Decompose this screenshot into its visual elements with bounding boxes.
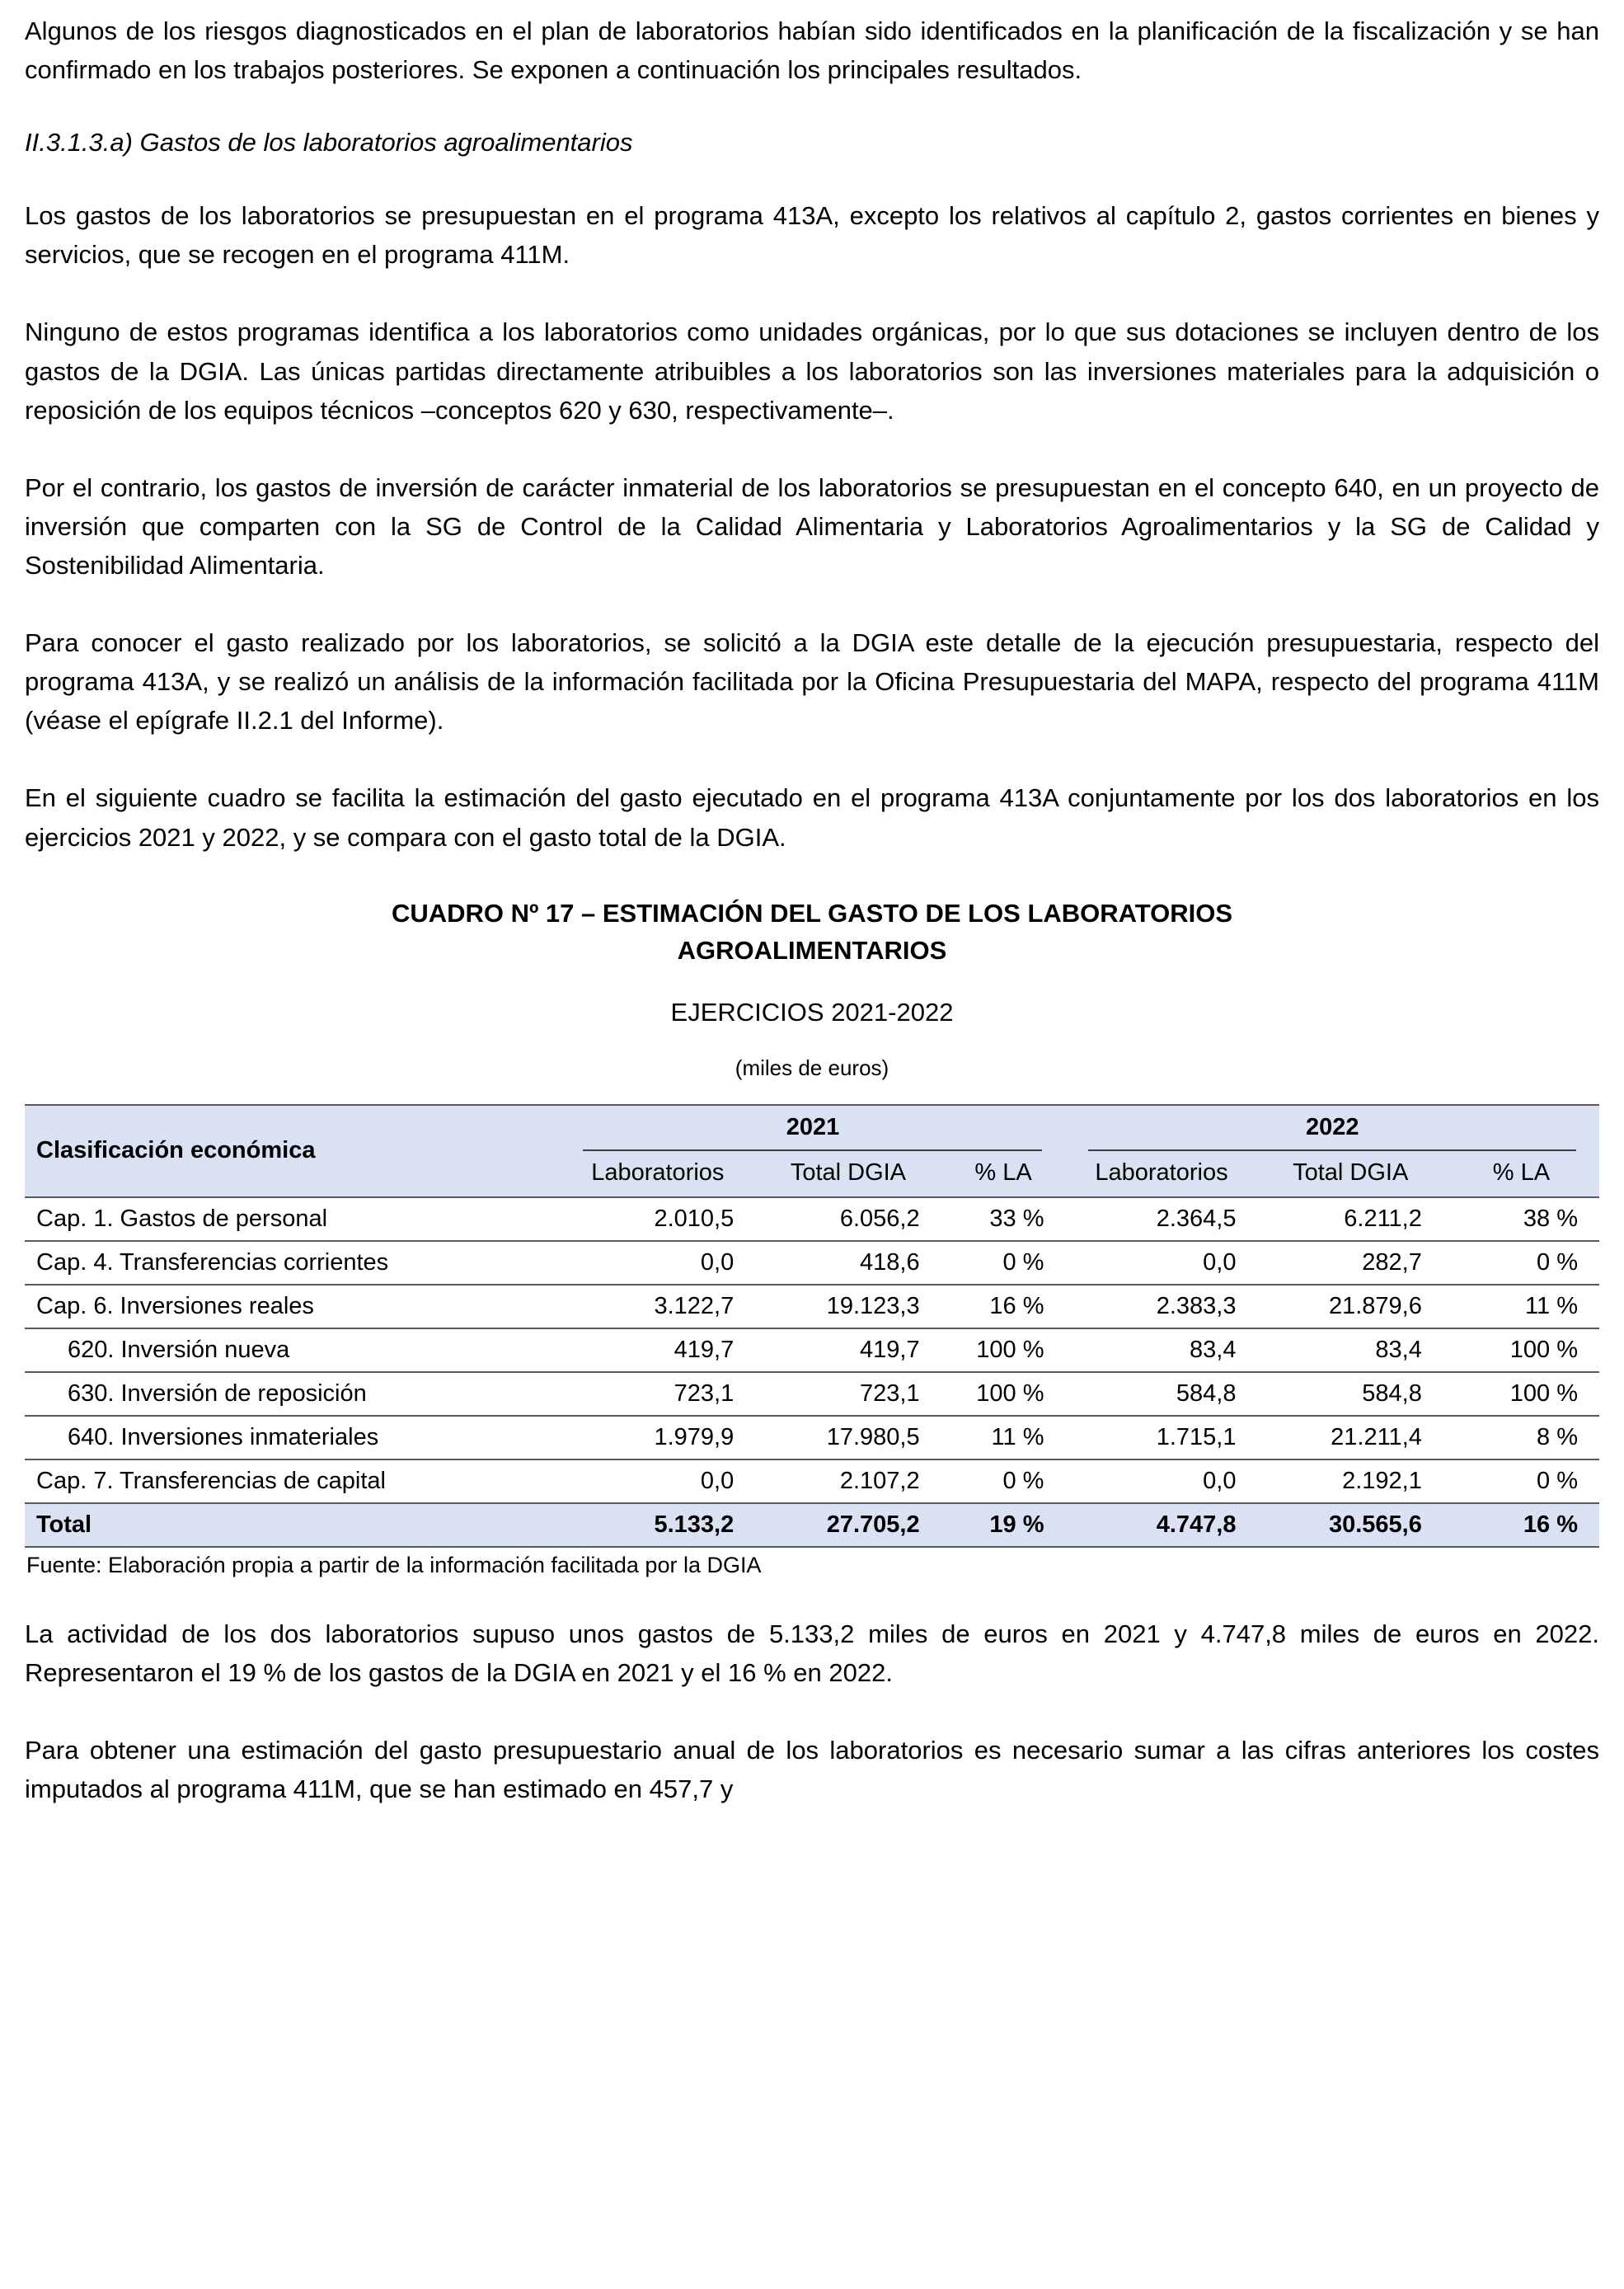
cell-value: 21.879,6 (1258, 1285, 1443, 1328)
cell-value: 3.122,7 (560, 1285, 755, 1328)
cell-value: 100 % (941, 1372, 1066, 1416)
paragraph: Para obtener una estimación del gasto presupuestario anual de los laboratorios es necesario sumar a las cifras anteriores los costes imputados al programa 411M, que se han estimado en 457,7 y (25, 1735, 1599, 1803)
cell-value: 0 % (941, 1241, 1066, 1285)
row-label: Total (25, 1503, 560, 1547)
cell-value: 1.715,1 (1065, 1416, 1257, 1459)
cell-value: 21.211,4 (1258, 1416, 1443, 1459)
cell-value: 418,6 (755, 1241, 941, 1285)
cell-value: 100 % (1443, 1372, 1599, 1416)
table-row (25, 1241, 1599, 1285)
cell-value: 419,7 (560, 1328, 755, 1372)
cell-value: 33 % (941, 1197, 1066, 1241)
row-label: Cap. 4. Transferencias corrientes (25, 1241, 560, 1285)
cell-value: 83,4 (1065, 1328, 1257, 1372)
cell-value: 0 % (1443, 1459, 1599, 1503)
section-heading: II.3.1.3.a) Gastos de los laboratorios agroalimentarios (25, 128, 633, 157)
cell-value: 19.123,3 (755, 1285, 941, 1328)
row-label: 630. Inversión de reposición (25, 1372, 560, 1416)
cell-value: 0,0 (560, 1241, 755, 1285)
cell-value: 8 % (1443, 1416, 1599, 1459)
cell-value: 83,4 (1258, 1328, 1443, 1372)
table-title-line-2: AGROALIMENTARIOS (677, 935, 947, 965)
cell-value: 5.133,2 (560, 1503, 755, 1547)
row-label: Cap. 7. Transferencias de capital (25, 1459, 560, 1503)
table-row-total (25, 1503, 1599, 1547)
column-header-pct-la-2022: % LA (1443, 1151, 1599, 1197)
cell-value: 0 % (1443, 1241, 1599, 1285)
column-group-2021 (560, 1105, 1065, 1151)
column-group-2022 (1065, 1105, 1599, 1151)
cell-value: 2.010,5 (560, 1197, 755, 1241)
paragraph: Los gastos de los laboratorios se presupuestan en el programa 413A, excepto los relativos al capítulo 2, gastos corrientes en bienes y servicios, que se recogen en el programa 411M. (25, 201, 1599, 270)
table-row (25, 1459, 1599, 1503)
paragraph: Ninguno de estos programas identifica a los laboratorios como unidades orgánicas, por lo que sus dotaciones se incluyen dentro de los gastos de la DGIA. Las únicas partidas directamente atribuibles a los laboratorios son las inversiones materiales para la adquisición o reposición de los equipos técnicos –conceptos 620 y 630, respectivamente–. (25, 317, 1599, 425)
cell-value: 1.979,9 (560, 1416, 755, 1459)
cell-value: 723,1 (755, 1372, 941, 1416)
cell-value: 0 % (941, 1459, 1066, 1503)
year-2022-label: 2022 (1088, 1106, 1576, 1151)
paragraph-intro: Algunos de los riesgos diagnosticados en el plan de laboratorios habían sido identificados en la planificación de la fiscalización y se han confirmado en los trabajos posteriores. Se exponen a continuación los principales resultados. (25, 16, 1599, 85)
table-subtitle: EJERCICIOS 2021-2022 (670, 997, 954, 1027)
table-title (25, 895, 1599, 970)
cell-value: 6.211,2 (1258, 1197, 1443, 1241)
row-label: Cap. 1. Gastos de personal (25, 1197, 560, 1241)
table-source-note: Fuente: Elaboración propia a partir de la información facilitada por la DGIA (26, 1552, 762, 1577)
cell-value: 11 % (1443, 1285, 1599, 1328)
year-2021-label: 2021 (583, 1106, 1042, 1151)
cell-value: 6.056,2 (755, 1197, 941, 1241)
cell-value: 4.747,8 (1065, 1503, 1257, 1547)
column-header-laboratorios-2021: Laboratorios (560, 1151, 755, 1197)
table-row (25, 1416, 1599, 1459)
row-label: Cap. 6. Inversiones reales (25, 1285, 560, 1328)
cell-value: 100 % (941, 1328, 1066, 1372)
column-header-total-dgia-2021: Total DGIA (755, 1151, 941, 1197)
cell-value: 27.705,2 (755, 1503, 941, 1547)
paragraph: En el siguiente cuadro se facilita la estimación del gasto ejecutado en el programa 413A conjuntamente por los dos laboratorios en los ejercicios 2021 y 2022, y se compara con el gasto total de la DGIA. (25, 783, 1599, 852)
column-header-laboratorios-2022: Laboratorios (1065, 1151, 1257, 1197)
cell-value: 0,0 (1065, 1459, 1257, 1503)
table-header (25, 1105, 1599, 1197)
column-header-pct-la-2021: % LA (941, 1151, 1066, 1197)
column-header-classification: Clasificación económica (25, 1105, 560, 1197)
cell-value: 2.192,1 (1258, 1459, 1443, 1503)
cell-value: 2.107,2 (755, 1459, 941, 1503)
cell-value: 16 % (1443, 1503, 1599, 1547)
table-title-line-1: CUADRO Nº 17 – ESTIMACIÓN DEL GASTO DE LOS LABORATORIOS (391, 898, 1233, 928)
cell-value: 17.980,5 (755, 1416, 941, 1459)
cell-value: 30.565,6 (1258, 1503, 1443, 1547)
paragraph: Para conocer el gasto realizado por los laboratorios, se solicitó a la DGIA este detalle de la ejecución presupuestaria, respecto del programa 413A, y se realizó un análisis de la información facilitada por la Oficina Presupuestaria del MAPA, respecto del programa 411M (véase el epígrafe II.2.1 del Informe). (25, 628, 1599, 736)
cell-value: 16 % (941, 1285, 1066, 1328)
table-row (25, 1328, 1599, 1372)
table-row (25, 1372, 1599, 1416)
cell-value: 11 % (941, 1416, 1066, 1459)
cell-value: 723,1 (560, 1372, 755, 1416)
table-body (25, 1197, 1599, 1547)
row-label: 640. Inversiones inmateriales (25, 1416, 560, 1459)
table-units-note: (miles de euros) (735, 1055, 889, 1080)
table-row (25, 1285, 1599, 1328)
cell-value: 282,7 (1258, 1241, 1443, 1285)
cell-value: 38 % (1443, 1197, 1599, 1241)
row-label: 620. Inversión nueva (25, 1328, 560, 1372)
cell-value: 2.383,3 (1065, 1285, 1257, 1328)
table-row (25, 1197, 1599, 1241)
paragraph: La actividad de los dos laboratorios supuso unos gastos de 5.133,2 miles de euros en 2021 y 4.747,8 miles de euros en 2022. Representaron el 19 % de los gastos de la DGIA en 2021 y el 16 % en 2022. (25, 1619, 1599, 1687)
cell-value: 2.364,5 (1065, 1197, 1257, 1241)
cell-value: 584,8 (1065, 1372, 1257, 1416)
cell-value: 100 % (1443, 1328, 1599, 1372)
paragraph: Por el contrario, los gastos de inversión de carácter inmaterial de los laboratorios se presupuestan en el concepto 640, en un proyecto de inversión que comparten con la SG de Control de la Calidad Alimentaria y Laboratorios Agroalimentarios y la SG de Calidad y Sostenibilidad Alimentaria. (25, 472, 1599, 580)
cell-value: 19 % (941, 1503, 1066, 1547)
expense-table (25, 1104, 1599, 1548)
cell-value: 0,0 (560, 1459, 755, 1503)
column-header-total-dgia-2022: Total DGIA (1258, 1151, 1443, 1197)
cell-value: 584,8 (1258, 1372, 1443, 1416)
cell-value: 419,7 (755, 1328, 941, 1372)
table-header-years-row (25, 1105, 1599, 1151)
cell-value: 0,0 (1065, 1241, 1257, 1285)
